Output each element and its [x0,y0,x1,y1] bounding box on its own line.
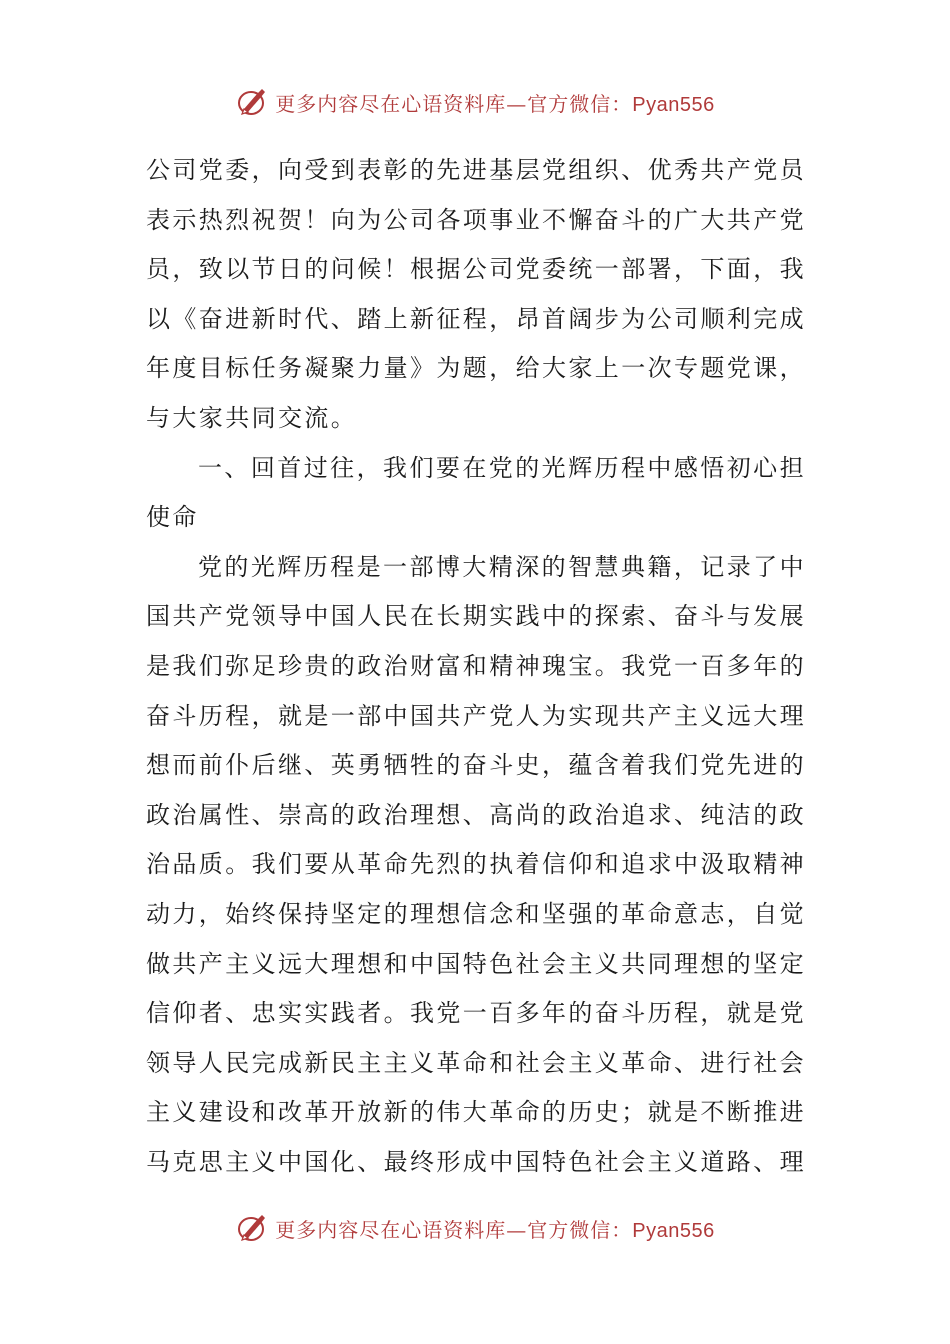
body-paragraph: 公司党委，向受到表彰的先进基层党组织、优秀共产党员表示热烈祝贺！向为公司各项事业不懈奋斗的广大共产党员，致以节日的问候！根据公司党委统一部署，下面，我以《奋进新时代、踏上新征程，昂首阔步为公司顺利完成年度目标任务凝聚力量》为题，给大家上一次专题党课，与大家共同交流。 [146,156,806,432]
section-heading: 一、回首过往，我们要在党的光辉历程中感悟初心担使命 [146,453,806,532]
footer-wechat-label: 官方微信： [527,1217,633,1242]
pen-nib-logo-icon [235,85,269,119]
page-footer-banner [0,1208,950,1248]
header-separator: — [506,91,528,116]
header-brand-text: 更多内容尽在心语资料库 [275,91,507,116]
document-body [146,146,806,1187]
header-wechat-id: Pyan556 [632,93,715,116]
body-paragraph: 党的光辉历程是一部博大精深的智慧典籍，记录了中国共产党领导中国人民在长期实践中的探索、奋斗与发展是我们弥足珍贵的政治财富和精神瑰宝。我党一百多年的奋斗历程，就是一部中国共产党人为实现共产主义远大理想而前仆后继、英勇牺牲的奋斗史，蕴含着我们党先进的政治属性、崇高的政治理想、高尚的政治追求、纯洁的政治品质。我们要从革命先烈的执着信仰和追求中汲取精神动力，始终保持坚定的理想信念和坚强的革命意志，自觉做共产主义远大理想和中国特色社会主义共同理想的坚定信仰者、忠实实践者。我党一百多年的奋斗历程，就是党领导人民完成新民主主义革命和社会主义革命、进行社会主义建设和改革开放新的伟大革命的历史；就是不断推进马克思主义中国化、最终形成中国特色社会主义道路、理 [146,552,806,1176]
footer-wechat-id: Pyan556 [632,1219,715,1242]
footer-brand-text: 更多内容尽在心语资料库 [275,1217,507,1242]
header-wechat-label: 官方微信： [527,91,633,116]
pen-nib-logo-icon [235,1211,269,1245]
footer-separator: — [506,1217,528,1242]
page-header-banner [0,82,950,122]
